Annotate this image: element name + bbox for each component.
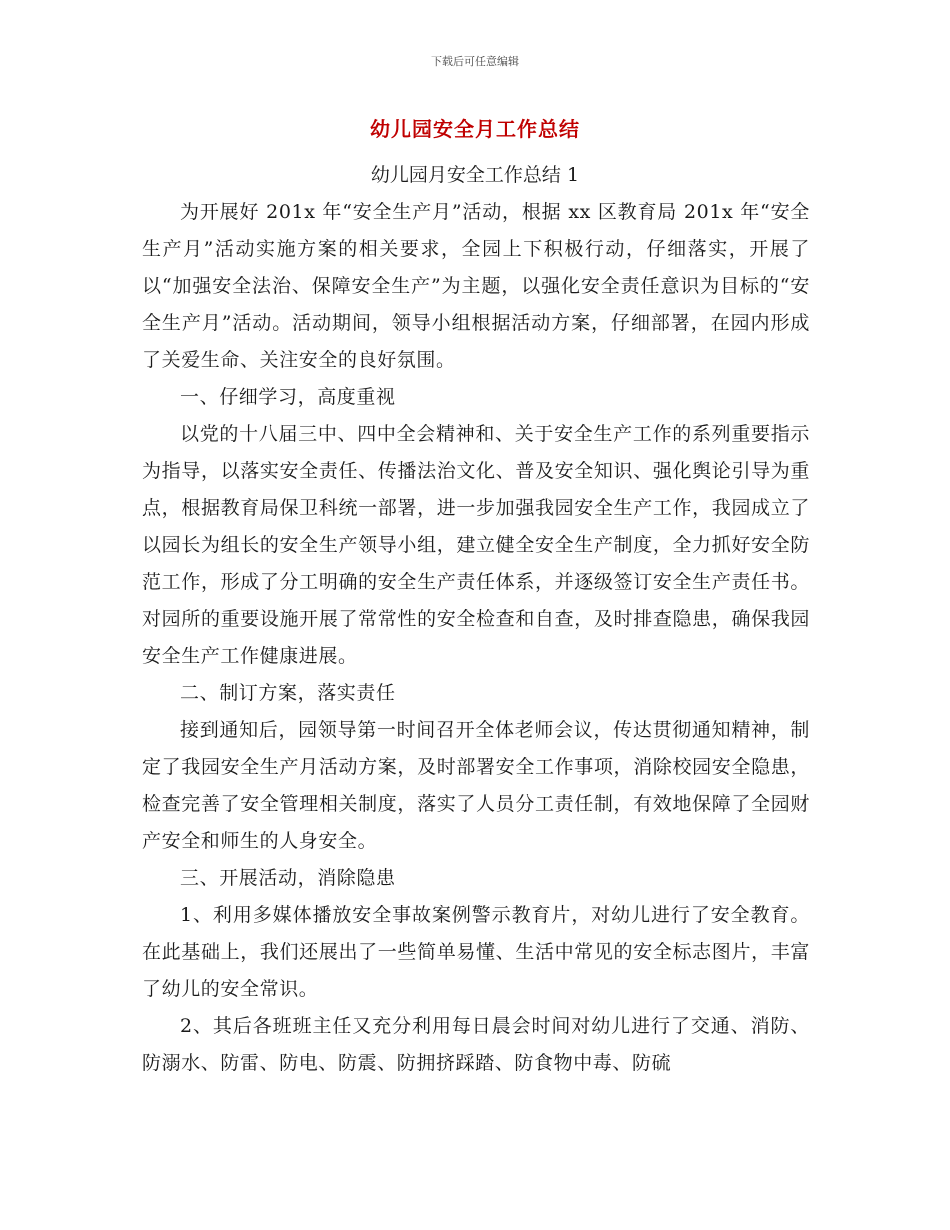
paragraph: 为开展好 201x 年“安全生产月”活动，根据 xx 区教育局 201x 年“安全生产月”活动实施方案的相关要求，全园上下积极行动，仔细落实，开展了以“加强安全法治、保障安全生产”为主题，以强化安全责任意识为目标的“安全生产月”活动。活动期间，领导小组根据活动方案，仔细部署，在园内形成了关爱生命、关注安全的良好氛围。 [142, 201, 810, 371]
header-note: 下载后可任意编辑 [431, 55, 519, 68]
document-title: 幼儿园安全月工作总结 [370, 117, 580, 141]
paragraph: 2、其后各班班主任又充分利用每日晨会时间对幼儿进行了交通、消防、防溺水、防雷、防电、防震、防拥挤踩踏、防食物中毒、防硫 [142, 1015, 810, 1074]
section-heading: 一、仔细学习，高度重视 [180, 386, 396, 408]
section-heading: 三、开展活动，消除隐患 [180, 867, 396, 889]
document-subtitle: 幼儿园月安全工作总结 1 [370, 164, 580, 186]
paragraph: 接到通知后，园领导第一时间召开全体老师会议，传达贯彻通知精神，制定了我园安全生产月活动方案，及时部署安全工作事项，消除校园安全隐患，检查完善了安全管理相关制度，落实了人员分工责任制，有效地保障了全园财产安全和师生的人身安全。 [142, 719, 810, 852]
paragraph: 1、利用多媒体播放安全事故案例警示教育片，对幼儿进行了安全教育。在此基础上，我们还展出了一些简单易懂、生活中常见的安全标志图片，丰富了幼儿的安全常识。 [142, 904, 810, 1000]
paragraph: 以党的十八届三中、四中全会精神和、关于安全生产工作的系列重要指示为指导，以落实安全责任、传播法治文化、普及安全知识、强化舆论引导为重点，根据教育局保卫科统一部署，进一步加强我园安全生产工作，我园成立了以园长为组长的安全生产领导小组，建立健全安全生产制度，全力抓好安全防范工作，形成了分工明确的安全生产责任体系，并逐级签订安全生产责任书。对园所的重要设施开展了常常性的安全检查和自查，及时排查隐患，确保我园安全生产工作健康进展。 [142, 423, 810, 667]
section-heading: 二、制订方案，落实责任 [180, 682, 396, 704]
document-body [142, 194, 810, 1082]
